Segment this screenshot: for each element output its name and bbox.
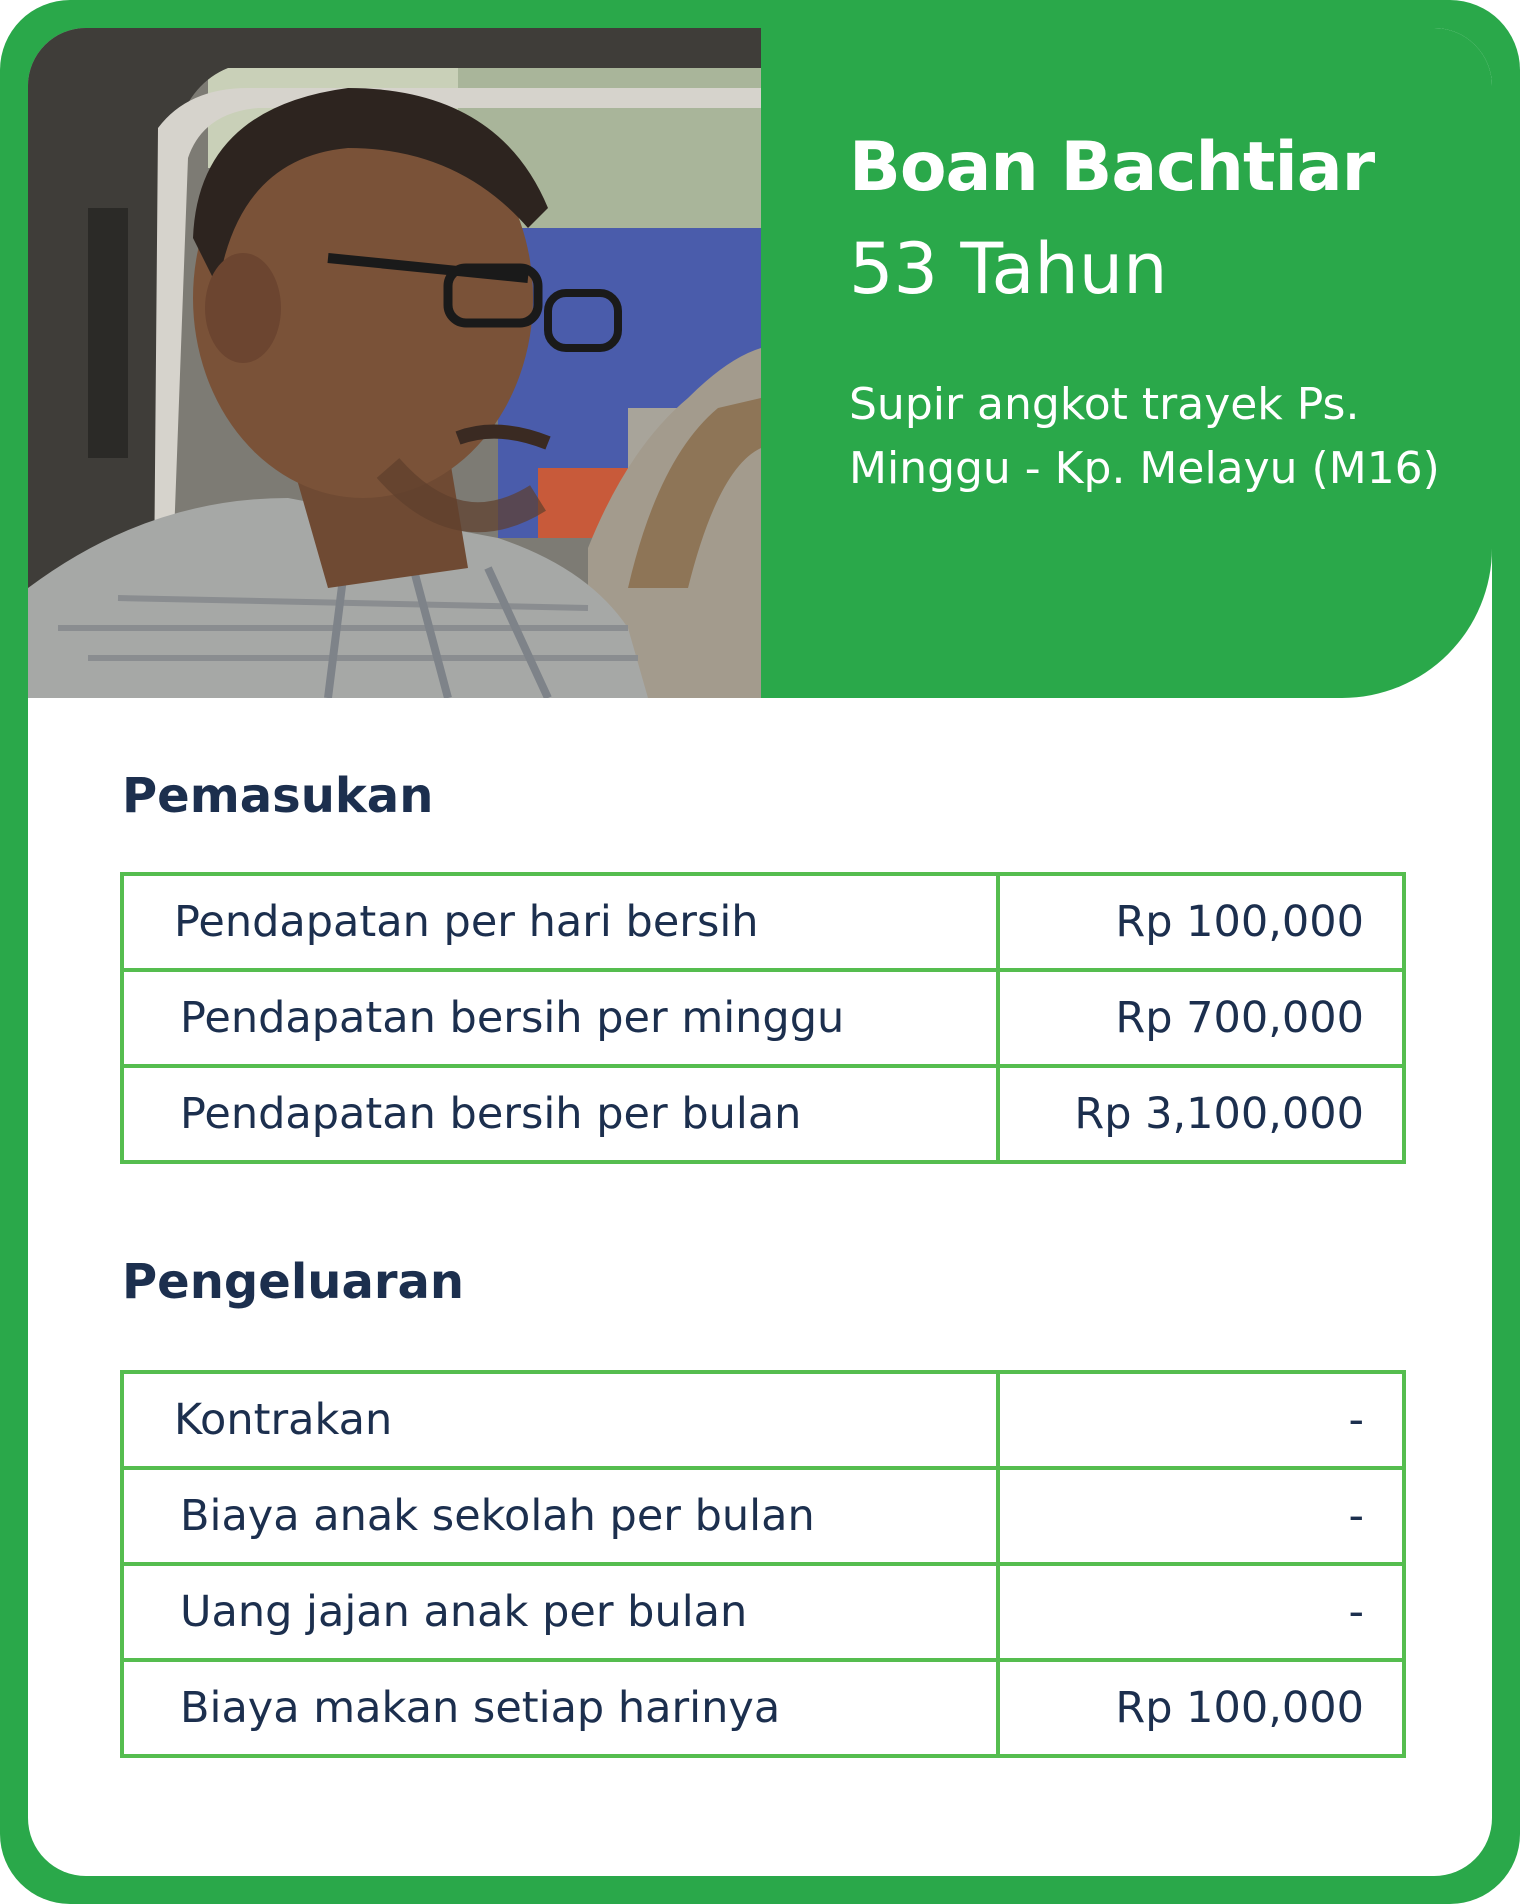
expense-row-label: Biaya anak sekolah per bulan [122,1468,998,1564]
expenses-section-title: Pengeluaran [122,1254,465,1310]
expense-row-value: - [998,1564,1404,1660]
profile-header [28,28,1492,698]
income-section-title: Pemasukan [122,768,434,824]
table-row [122,1468,1404,1564]
expense-row-label: Kontrakan [122,1372,998,1468]
card [28,28,1492,1876]
expense-row-value: Rp 100,000 [998,1660,1404,1756]
table-row [122,1660,1404,1756]
income-row-value: Rp 700,000 [998,970,1404,1066]
table-row [122,1564,1404,1660]
expenses-table [120,1370,1406,1758]
table-row [122,1066,1404,1162]
person-occupation: Supir angkot trayek Ps. Minggu - Kp. Melayu (M16) [849,379,1440,494]
person-age: 53 Tahun [849,228,1168,310]
table-row [122,1372,1404,1468]
expense-row-label: Uang jajan anak per bulan [122,1564,998,1660]
income-table [120,872,1406,1164]
profile-photo [28,28,761,698]
expense-row-label: Biaya makan setiap harinya [122,1660,998,1756]
table-row [122,970,1404,1066]
income-row-value: Rp 100,000 [998,874,1404,970]
person-name: Boan Bachtiar [849,128,1375,207]
expense-row-value: - [998,1468,1404,1564]
income-row-value: Rp 3,100,000 [998,1066,1404,1162]
income-row-label: Pendapatan bersih per bulan [122,1066,998,1162]
income-row-label: Pendapatan bersih per minggu [122,970,998,1066]
table-row [122,874,1404,970]
income-row-label: Pendapatan per hari bersih [122,874,998,970]
expense-row-value: - [998,1372,1404,1468]
